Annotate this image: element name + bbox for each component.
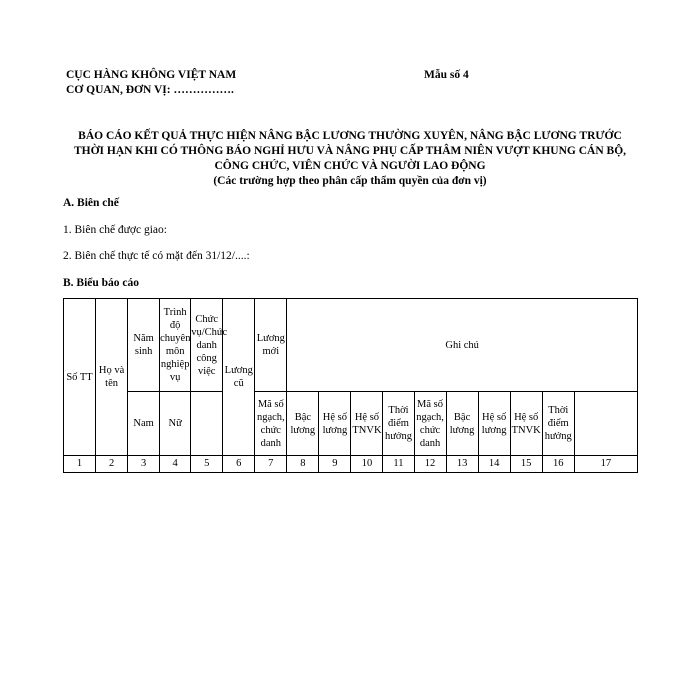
subheader-male: Nam bbox=[128, 392, 160, 456]
header-new-salary: Lương mới bbox=[255, 299, 287, 392]
section-a-item-2: 2. Biên chế thực tế có mặt đến 31/12/....: bbox=[63, 250, 250, 262]
column-number: 3 bbox=[128, 456, 160, 473]
subheader-time-1: Thời điểm hưởng bbox=[383, 392, 414, 456]
column-number: 9 bbox=[319, 456, 351, 473]
column-number: 5 bbox=[191, 456, 223, 473]
title-line-2: THỜI HẠN KHI CÓ THÔNG BÁO NGHỈ HƯU VÀ NÂNG PHỤ CẤP THÂM NIÊN VƯỢT KHUNG CÁN BỘ, bbox=[73, 145, 627, 157]
header-name: Họ và tên bbox=[96, 299, 128, 456]
subheader-code-2: Mã số ngạch, chức danh bbox=[414, 392, 446, 456]
column-number: 7 bbox=[255, 456, 287, 473]
column-number-row bbox=[64, 456, 638, 473]
subheader-coef-2: Hệ số lương bbox=[478, 392, 510, 456]
header-position: Chức vụ/Chức danh công việc bbox=[191, 299, 223, 392]
column-number: 8 bbox=[287, 456, 319, 473]
subheader-tnvk-1: Hệ số TNVK bbox=[351, 392, 383, 456]
section-a-item-1: 1. Biên chế được giao: bbox=[63, 224, 167, 236]
subheader-grade-1: Bậc lương bbox=[287, 392, 319, 456]
column-number: 15 bbox=[510, 456, 542, 473]
header-education: Trình độ chuyên môn nghiệp vụ bbox=[160, 299, 191, 392]
subheader-position-empty bbox=[191, 392, 223, 456]
column-number: 17 bbox=[574, 456, 637, 473]
column-number: 1 bbox=[64, 456, 96, 473]
subheader-coef-1: Hệ số lương bbox=[319, 392, 351, 456]
column-number: 12 bbox=[414, 456, 446, 473]
subheader-time-2: Thời điểm hưởng bbox=[542, 392, 574, 456]
table-subheader-row bbox=[64, 392, 638, 456]
column-number: 10 bbox=[351, 456, 383, 473]
section-a-heading: A. Biên chế bbox=[63, 197, 119, 209]
column-number: 6 bbox=[223, 456, 255, 473]
column-number: 2 bbox=[96, 456, 128, 473]
title-line-3: CÔNG CHỨC, VIÊN CHỨC VÀ NGƯỜI LAO ĐỘNG bbox=[214, 160, 486, 172]
unit-name: CƠ QUAN, ĐƠN VỊ: ……………. bbox=[66, 84, 234, 96]
column-number: 11 bbox=[383, 456, 414, 473]
column-number: 16 bbox=[542, 456, 574, 473]
column-number: 13 bbox=[446, 456, 478, 473]
subheader-notes-empty bbox=[574, 392, 637, 456]
subheader-grade-2: Bậc lương bbox=[446, 392, 478, 456]
table-header-row bbox=[64, 299, 638, 392]
header-birth-year: Năm sinh bbox=[128, 299, 160, 392]
report-table bbox=[63, 298, 638, 473]
subheader-female: Nữ bbox=[160, 392, 191, 456]
section-b-heading: B. Biểu báo cáo bbox=[63, 277, 140, 289]
report-title bbox=[40, 129, 660, 189]
form-number: Mẫu số 4 bbox=[424, 69, 469, 81]
header-old-salary: Lương cũ bbox=[223, 299, 255, 456]
agency-name: CỤC HÀNG KHÔNG VIỆT NAM bbox=[66, 69, 237, 81]
header-notes: Ghi chú bbox=[287, 299, 638, 392]
title-subtitle: (Các trường hợp theo phân cấp thẩm quyền của đơn vị) bbox=[213, 175, 487, 187]
subheader-tnvk-2: Hệ số TNVK bbox=[510, 392, 542, 456]
column-number: 4 bbox=[160, 456, 191, 473]
title-line-1: BÁO CÁO KẾT QUẢ THỰC HIỆN NÂNG BẬC LƯƠNG THƯỜNG XUYÊN, NÂNG BẬC LƯƠNG TRƯỚC bbox=[78, 130, 622, 142]
subheader-code-1: Mã số ngạch, chức danh bbox=[255, 392, 287, 456]
header-stt: Số TT bbox=[64, 299, 96, 456]
column-number: 14 bbox=[478, 456, 510, 473]
